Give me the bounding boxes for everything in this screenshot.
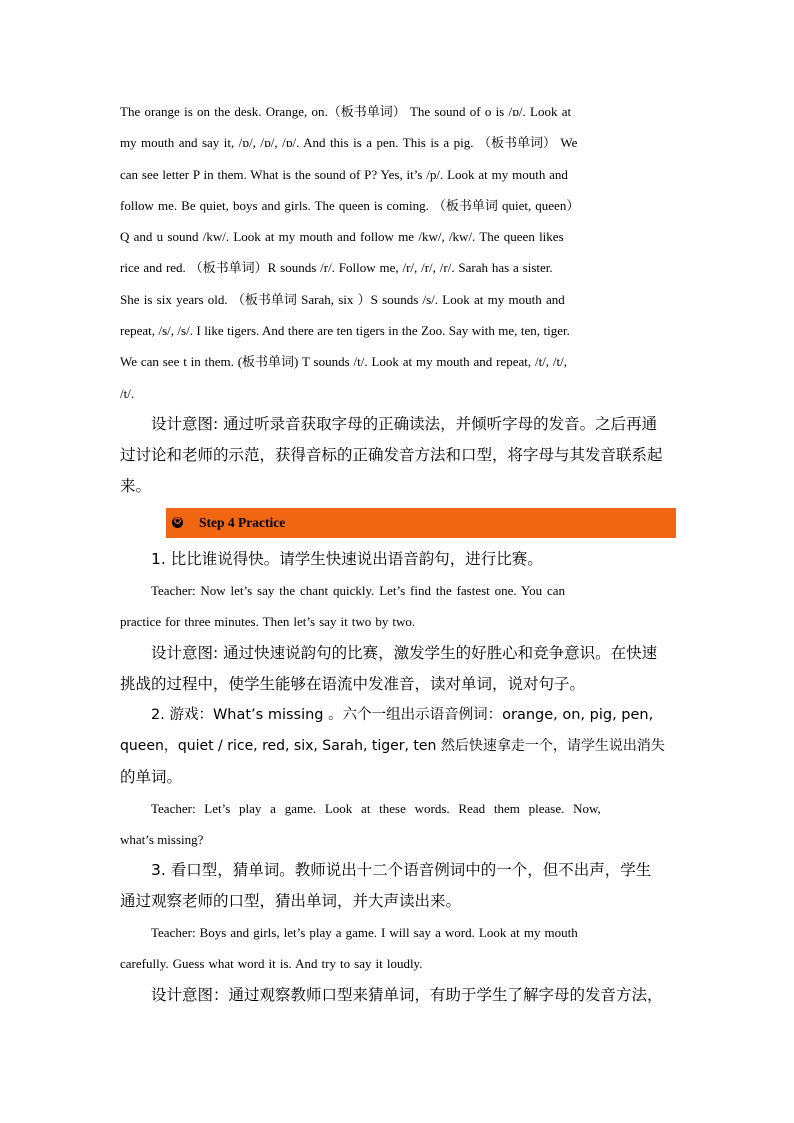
- teacher-dialogue-2: [120, 793, 676, 856]
- text-line: practice for three minutes. Then let’s say it two by two.: [120, 614, 416, 630]
- text-line: follow me. Be quiet, boys and girls. The queen is coming. （板书单词 quiet, queen）: [120, 197, 580, 213]
- practice-item-2: [120, 700, 676, 793]
- text-line: 设计意图: 通过听录音获取字母的正确读法，并倾听字母的发音。之后再通: [151, 414, 658, 433]
- text-line: Q and u sound /kw/. Look at my mouth and follow me /kw/, /kw/. The queen likes: [120, 229, 564, 245]
- text-line: what’s missing?: [120, 831, 204, 847]
- text-line: 1. 比比谁说得快。请学生快速说出语音韵句，进行比赛。: [151, 549, 543, 568]
- text-line: rice and red. （板书单词）R sounds /r/. Follow me, /r/, /r/, /r/. Sarah has a sister.: [120, 260, 553, 276]
- text-line: 的单词。: [120, 767, 183, 786]
- text-line: 挑战的过程中，使学生能够在语流中发准音，读对单词，说对句子。: [120, 674, 586, 693]
- text-line: /t/.: [120, 385, 135, 401]
- design-intent-1: [120, 409, 676, 502]
- text-line: 设计意图: 通过快速说韵句的比赛，激发学生的好胜心和竞争意识。在快速: [151, 643, 658, 662]
- text-line: We can see t in them. (板书单词) T sounds /t/. Look at my mouth and repeat, /t/, /t/,: [120, 354, 567, 370]
- design-intent-2: [120, 638, 676, 700]
- text-line: 过讨论和老师的示范，获得音标的正确发音方法和口型，将字母与其发音联系起: [120, 445, 663, 464]
- teacher-dialogue-3: [120, 917, 676, 980]
- text-line: repeat, /s/, /s/. I like tigers. And there are ten tigers in the Zoo. Say with me, ten, tiger.: [120, 323, 570, 339]
- text-line: Teacher: Let’s play a game. Look at these words. Read them please. Now,: [151, 800, 601, 816]
- document-page: [120, 96, 676, 1011]
- step-header: [166, 508, 676, 538]
- text-line: my mouth and say it, /ɒ/, /ɒ/, /ɒ/. And this is a pen. This is a pig. （板书单词） We: [120, 135, 578, 151]
- text-line: queen，quiet / rice, red, six, Sarah, tiger, ten 然后快速拿走一个，请学生说出消失: [120, 737, 665, 754]
- text-line: 2. 游戏：What’s missing 。六个一组出示语音例词：orange, on, pig, pen,: [151, 706, 654, 723]
- text-line: 来。: [120, 476, 152, 495]
- text-line: The orange is on the desk. Orange, on.（板书单词） The sound of o is /ɒ/. Look at: [120, 104, 572, 119]
- teacher-dialogue-1: [120, 575, 676, 638]
- star-circle-icon: ✪: [173, 517, 182, 528]
- text-line: Teacher: Boys and girls, let’s play a game. I will say a word. Look at my mouth: [151, 925, 578, 941]
- practice-item-1: [120, 544, 676, 575]
- practice-item-3: [120, 855, 676, 917]
- text-line: She is six years old. （板书单词 Sarah, six ）S sounds /s/. Look at my mouth and: [120, 291, 565, 307]
- text-line: Teacher: Now let’s say the chant quickly. Let’s find the fastest one. You can: [151, 582, 565, 598]
- text-line: 3. 看口型，猜单词。教师说出十二个语音例词中的一个，但不出声，学生: [151, 861, 652, 880]
- design-intent-3: [120, 980, 676, 1011]
- step-title: Step 4 Practice: [199, 514, 286, 530]
- text-line: can see letter P in them. What is the sound of P? Yes, it’s /p/. Look at my mouth and: [120, 166, 568, 182]
- text-line: 设计意图：通过观察教师口型来猜单词，有助于学生了解字母的发音方法，: [151, 985, 663, 1004]
- intro-paragraph: [120, 96, 676, 409]
- text-line: 通过观察老师的口型，猜出单词，并大声读出来。: [120, 892, 462, 911]
- text-line: carefully. Guess what word it is. And try to say it loudly.: [120, 956, 423, 972]
